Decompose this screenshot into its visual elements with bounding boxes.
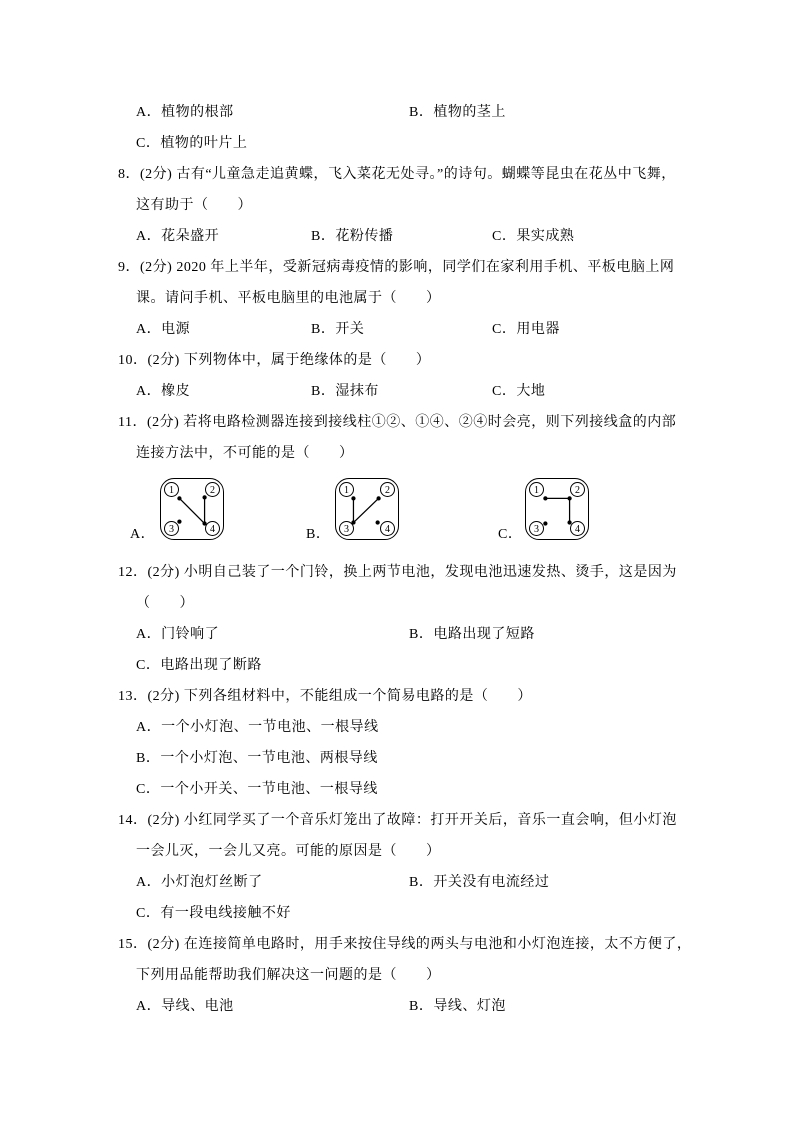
question-9-options-row (0, 314, 794, 345)
terminal-1-icon: 1 (339, 482, 354, 497)
question-12-option-a: A．门铃响了 (136, 627, 220, 642)
question-9-option-c: C．用电器 (492, 322, 560, 337)
wires-a-1-4-2-4 (161, 479, 223, 539)
diagram-b-label: B． (306, 527, 331, 542)
terminal-1-icon: 1 (164, 482, 179, 497)
question-12-options-row-2 (0, 650, 794, 681)
question-11-text-line-1: 11．(2分) 若将电路检测器连接到接线柱①②、①④、②④时会亮，则下列接线盒的内部 (118, 415, 677, 430)
question-12-text-line-1: 12．(2分) 小明自己装了一个门铃，换上两节电池，发现电池迅速发热、烫手，这是因为 (118, 565, 677, 580)
question-10-text-line-1: 10．(2分) 下列物体中，属于绝缘体的是（ ） (118, 353, 431, 368)
junction-box-diagram-b (335, 478, 399, 540)
question-13-option-a: A．一个小灯泡、一节电池、一根导线 (136, 720, 379, 735)
question-15-option-a: A．导线、电池 (136, 999, 234, 1014)
question-10-option-b: B．湿抹布 (311, 384, 379, 399)
question-15-options-row (0, 991, 794, 1022)
question-10-option-a: A．橡皮 (136, 384, 191, 399)
question-14-option-a: A．小灯泡灯丝断了 (136, 875, 263, 890)
terminal-4-icon: 4 (380, 521, 395, 536)
diagram-c-label: C． (498, 527, 523, 542)
question-8-options-row (0, 221, 794, 252)
question-12-options-row-1 (0, 619, 794, 650)
question-13-options-row-2 (0, 743, 794, 774)
question-8-text-line-1: 8．(2分) 古有“儿童急走追黄蝶，飞入菜花无处寻。”的诗句。蝴蝶等昆虫在花丛中飞舞， (118, 167, 676, 182)
question-10-options-row (0, 376, 794, 407)
question-13-options-row-3 (0, 774, 794, 805)
junction-box-diagram-a (160, 478, 224, 540)
question-13-option-c: C．一个小开关、一节电池、一根导线 (136, 782, 378, 797)
question-11-text-line-2: 连接方法中，不可能的是（ ） (136, 446, 354, 461)
question-7-options-row-1 (0, 97, 794, 128)
question-9-text-line-2: 课。请问手机、平板电脑里的电池属于（ ） (136, 291, 441, 306)
terminal-4-icon: 4 (570, 521, 585, 536)
terminal-2-icon: 2 (570, 482, 585, 497)
question-9-option-b: B．开关 (311, 322, 365, 337)
wires-b-1-3-3-2 (336, 479, 398, 539)
question-8-text-line-2: 这有助于（ ） (136, 198, 252, 213)
question-7-options-row-2 (0, 128, 794, 159)
diagram-a-label: A． (130, 527, 156, 542)
question-14-option-b: B．开关没有电流经过 (409, 875, 550, 890)
question-8-option-a: A．花朵盛开 (136, 229, 220, 244)
question-14-text-line-2: 一会儿灭，一会儿又亮。可能的原因是（ ） (136, 844, 441, 859)
question-7-option-b: B．植物的茎上 (409, 105, 506, 120)
terminal-3-icon: 3 (529, 521, 544, 536)
question-7-option-c: C．植物的叶片上 (136, 136, 248, 151)
question-9-option-a: A．电源 (136, 322, 191, 337)
question-14-options-row-2 (0, 898, 794, 929)
terminal-4-icon: 4 (205, 521, 220, 536)
question-15-text-line-1: 15．(2分) 在连接简单电路时，用手来按住导线的两头与电池和小灯泡连接，太不方便了， (118, 937, 692, 952)
question-14-options-row-1 (0, 867, 794, 898)
question-12-text-line-2: （ ） (136, 596, 194, 611)
wires-c-1-2-2-4 (526, 479, 588, 539)
question-8-option-c: C．果实成熟 (492, 229, 575, 244)
question-14-text-line-1: 14．(2分) 小红同学买了一个音乐灯笼出了故障：打开开关后，音乐一直会响，但小灯泡 (118, 813, 677, 828)
question-13-option-b: B．一个小灯泡、一节电池、两根导线 (136, 751, 378, 766)
question-7-option-a: A．植物的根部 (136, 105, 234, 120)
question-13-text-line-1: 13．(2分) 下列各组材料中，不能组成一个简易电路的是（ ） (118, 689, 532, 704)
question-13-options-row-1 (0, 712, 794, 743)
terminal-1-icon: 1 (529, 482, 544, 497)
question-14-option-c: C．有一段电线接触不好 (136, 906, 291, 921)
question-8-option-b: B．花粉传播 (311, 229, 394, 244)
terminal-3-icon: 3 (339, 521, 354, 536)
junction-box-diagram-c (525, 478, 589, 540)
question-11-junction-box-diagrams (0, 469, 794, 557)
terminal-3-icon: 3 (164, 521, 179, 536)
question-15-text-line-2: 下列用品能帮助我们解决这一问题的是（ ） (136, 968, 441, 983)
question-9-text-line-1: 9．(2分) 2020 年上半年，受新冠病毒疫情的影响，同学们在家利用手机、平板电脑上网 (118, 260, 675, 275)
question-15-option-b: B．导线、灯泡 (409, 999, 506, 1014)
question-12-option-c: C．电路出现了断路 (136, 658, 262, 673)
terminal-2-icon: 2 (380, 482, 395, 497)
question-10-option-c: C．大地 (492, 384, 546, 399)
question-12-option-b: B．电路出现了短路 (409, 627, 535, 642)
terminal-2-icon: 2 (205, 482, 220, 497)
